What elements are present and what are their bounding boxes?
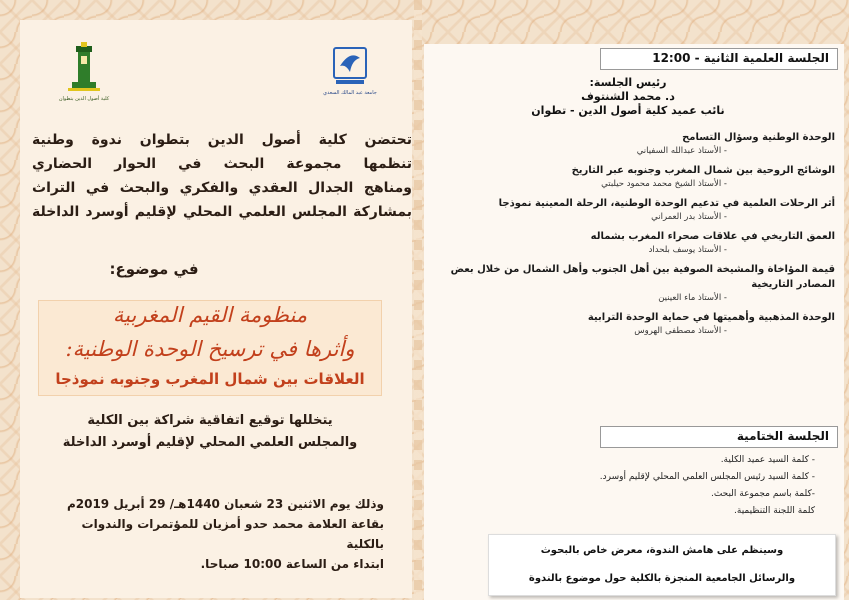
theme-title-line1: منظومة القيم المغربية [112, 303, 308, 327]
page-divider [414, 0, 422, 600]
session-chair [530, 76, 726, 118]
talk-speaker: - الأستاذ عبدالله السفياني [636, 146, 727, 156]
chair-name: د. محمد الشنتوف [581, 90, 675, 103]
closing-item: كلمة اللجنة التنظيمية. [734, 506, 815, 516]
talk-item [440, 196, 835, 224]
talk-item [440, 262, 835, 305]
partnership-note [38, 410, 382, 454]
talk-list [440, 130, 835, 343]
closing-list [560, 452, 815, 520]
chair-title: نائب عميد كلية أصول الدين - تطوان [531, 104, 725, 117]
event-time: ابتداء من الساعة 10:00 صباحا. [200, 557, 384, 571]
talk-speaker: - الأستاذ بدر العمراني [651, 212, 727, 222]
partnership-line: والمجلس العلمي المحلي لإقليم أوسرد الداخلة [62, 435, 358, 450]
exhibition-note [488, 534, 836, 596]
talk-item [440, 130, 835, 158]
talk-title: الوشائج الروحية بين شمال المغرب وجنوبه عبر التاريخ [571, 165, 835, 176]
university-logo-caption: جامعة عبد المالك السعدي [323, 90, 377, 96]
talk-item [440, 229, 835, 257]
intro-line: بمشاركة المجلس العلمي المحلي لإقليم أوسرد الداخلة [32, 204, 412, 220]
talk-speaker: - الأستاذ الشيخ محمد محمود حيلبتي [601, 179, 727, 189]
talk-speaker: - الأستاذ مصطفى الهروس [634, 326, 727, 336]
event-schedule [40, 494, 384, 574]
intro-line: تحتضن كلية أصول الدين بتطوان ندوة وطنية [32, 132, 412, 148]
intro-text [32, 128, 412, 224]
faculty-logo [52, 42, 116, 102]
university-logo [320, 44, 380, 96]
closing-session-header: الجلسة الختامية [600, 426, 838, 448]
event-venue: بقاعة العلامة محمد حدو أمزيان للمؤتمرات والندوات بالكلية [81, 517, 384, 551]
closing-item: - كلمة السيد رئيس المجلس العلمي المحلي لإقليم أوسرد. [599, 472, 815, 482]
faculty-logo-caption: كلية أصول الدين بتطوان [58, 96, 110, 102]
theme-title-line2: وأثرها في ترسيخ الوحدة الوطنية: [65, 337, 355, 361]
theme-subtitle: العلاقات بين شمال المغرب وجنوبه نموذجا [55, 370, 365, 388]
closing-item: -كلمة باسم مجموعة البحث. [710, 489, 815, 499]
talk-title: قيمة المؤاخاة والمشيخة الصوفية بين أهل الجنوب وأهل الشمال من خلال بعض المصادر التاريخية [450, 264, 835, 290]
exhibition-line: وسينظم على هامش الندوة، معرض خاص بالبحوث [540, 545, 784, 556]
talk-speaker: - الأستاذ يوسف بلحداد [648, 245, 727, 255]
talk-speaker: - الأستاذ ماء العينين [658, 293, 727, 303]
subject-label: في موضوع: [109, 260, 199, 278]
intro-line: تنظمها مجموعة البحث في الحوار الحضاري [32, 156, 412, 172]
minaret-icon [64, 42, 104, 92]
closing-item: - كلمة السيد عميد الكلية. [720, 455, 815, 465]
exhibition-line: والرسائل الجامعية المنجزة بالكلية حول موضوع بالندوة [528, 573, 796, 584]
chair-label: رئيس الجلسة: [589, 76, 667, 89]
event-date: وذلك يوم الاثنين 23 شعبان 1440هـ/ 29 أبريل 2019م [66, 497, 384, 511]
talk-title: أثر الرحلات العلمية في تدعيم الوحدة الوطنية، الرحلة المعينية نموذجا [498, 198, 835, 209]
partnership-line: يتخللها توقيع اتفاقية شراكة بين الكلية [87, 413, 333, 428]
talk-title: الوحدة المذهبية وأهميتها في حماية الوحدة الترابية [587, 312, 835, 323]
dove-icon [332, 44, 368, 86]
intro-line: ومناهج الجدال العقدي والفكري والبحث في التراث [32, 180, 412, 196]
talk-item [440, 163, 835, 191]
talk-title: العمق التاريخي في علاقات صحراء المغرب بشماله [590, 231, 835, 242]
talk-title: الوحدة الوطنية وسؤال التسامح [682, 132, 835, 143]
session2-header: الجلسة العلمية الثانية - 12:00 [600, 48, 838, 70]
talk-item [440, 310, 835, 338]
